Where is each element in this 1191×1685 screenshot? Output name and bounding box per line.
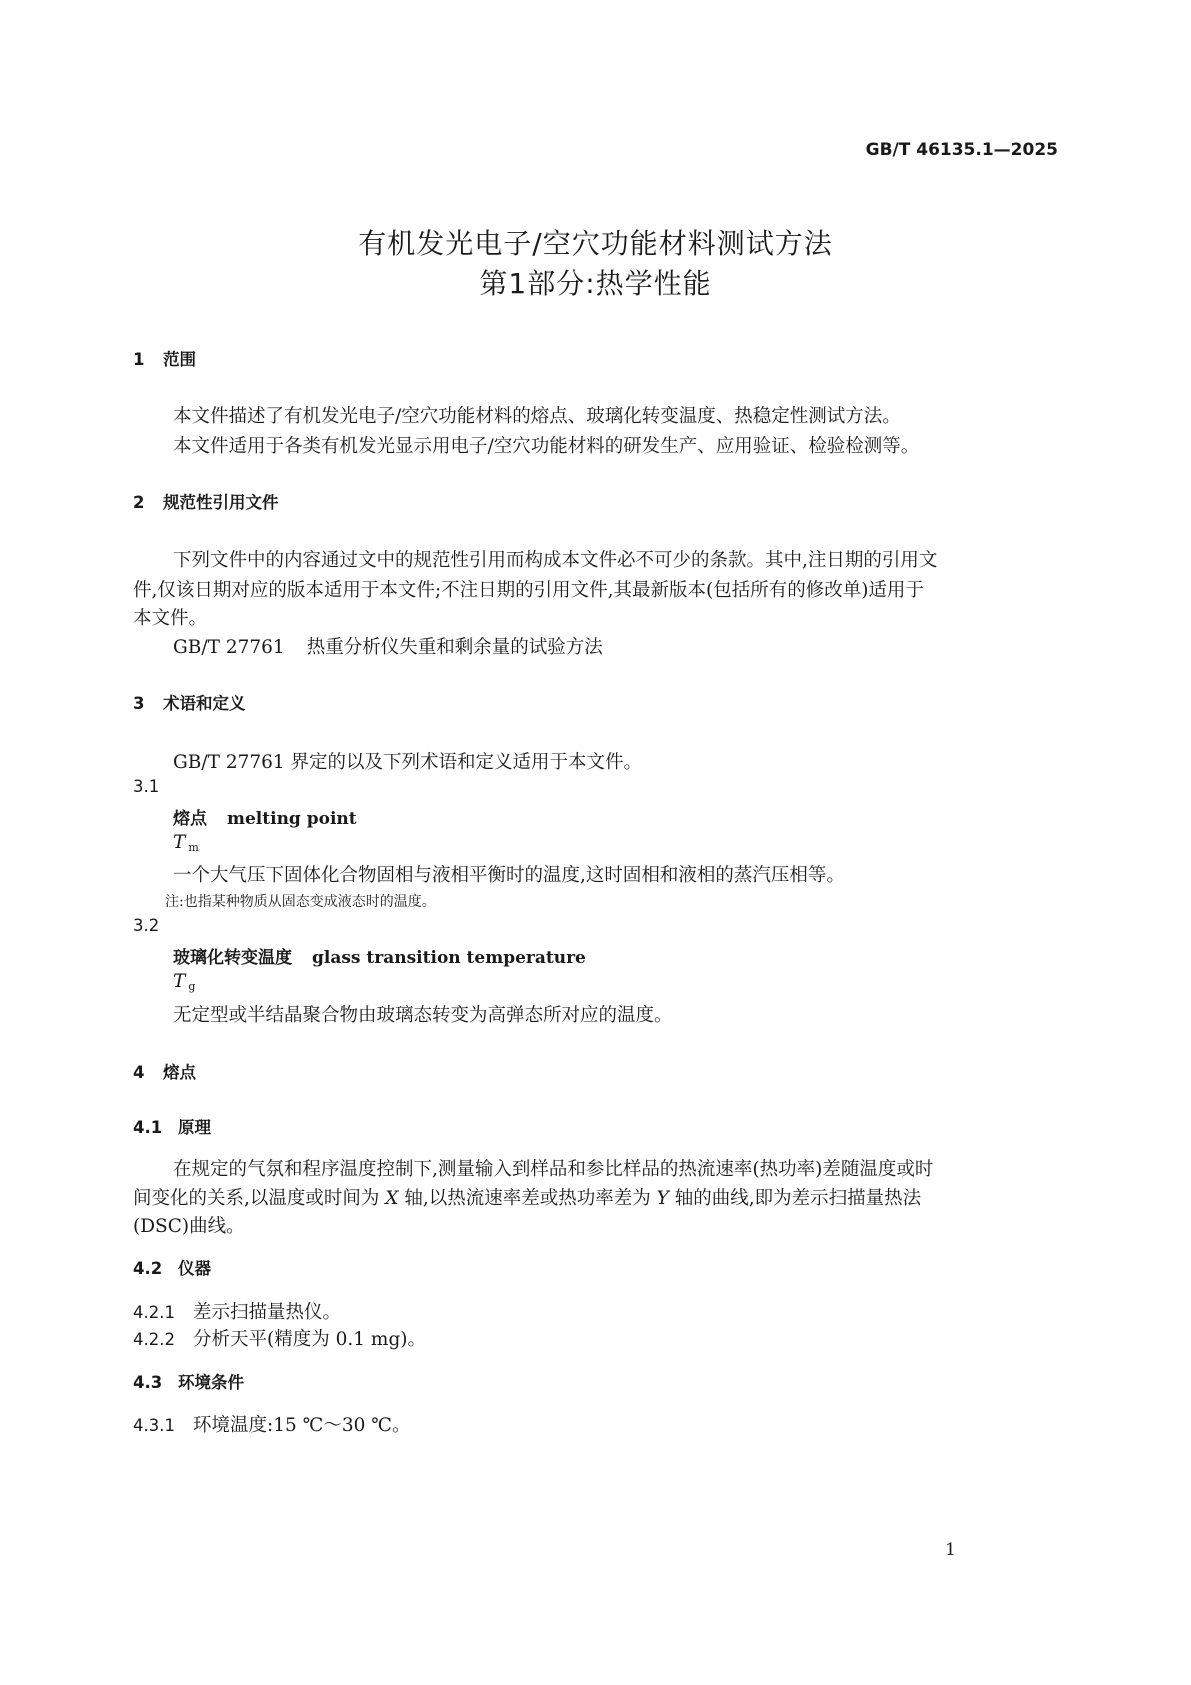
subsection-title: 原理 (178, 1118, 211, 1137)
subsection-4-2-heading (133, 1255, 211, 1279)
reference-title: 热重分析仪失重和剩余量的试验方法 (306, 637, 603, 658)
symbol-subscript: m (188, 841, 199, 854)
item-text: 分析天平(精度为 0.1 mg)。 (193, 1329, 427, 1350)
section-2-paragraph-line-2: 件,仅该日期对应的版本适用于本文件;不注日期的引用文件,其最新版本(包括所有的修改单)适用于 (133, 580, 924, 601)
section-3-intro: GB/T 27761 界定的以及下列术语和定义适用于本文件。 (173, 752, 643, 773)
term-3-2-definition: 无定型或半结晶聚合物由玻璃态转变为高弹态所对应的温度。 (173, 1005, 673, 1026)
term-3-1-name (173, 804, 357, 829)
normative-reference (173, 633, 603, 659)
standard-number: GB/T 46135.1—2025 (865, 140, 1058, 160)
principle-text: 轴的曲线,即为差示扫描量热法 (674, 1188, 922, 1209)
x-axis-symbol: X (385, 1188, 399, 1209)
symbol: T (173, 832, 186, 853)
subsection-4-3-heading (133, 1369, 244, 1393)
symbol: T (173, 971, 186, 992)
term-3-1-definition: 一个大气压下固体化合物固相与液相平衡时的温度,这时固相和液相的蒸汽压相等。 (173, 865, 845, 886)
term-chinese: 熔点 (173, 809, 207, 829)
section-number: 1 (133, 350, 145, 369)
document-title-line2: 第1部分:热学性能 (479, 267, 712, 300)
subsection-title: 仪器 (178, 1259, 211, 1278)
item-number: 4.2.2 (133, 1330, 175, 1349)
subsection-number: 4.3 (133, 1373, 163, 1392)
y-axis-symbol: Y (656, 1188, 669, 1209)
section-1-paragraph-2: 本文件适用于各类有机发光显示用电子/空穴功能材料的研发生产、应用验证、检验检测等。 (173, 436, 920, 457)
section-number: 2 (133, 493, 145, 512)
term-3-2-number: 3.2 (133, 916, 160, 935)
section-2-paragraph-line-3: 本文件。 (133, 608, 208, 629)
subsection-4-1-heading (133, 1114, 211, 1138)
section-2-paragraph-line-1: 下列文件中的内容通过文中的规范性引用而构成本文件必不可少的条款。其中,注日期的引用文 (173, 550, 938, 571)
principle-line-2 (133, 1184, 921, 1210)
instrument-item-2 (133, 1325, 426, 1351)
symbol-subscript: g (188, 980, 196, 993)
term-3-1-note: 注:也指某种物质从固态变成液态时的温度。 (165, 894, 436, 910)
term-chinese: 玻璃化转变温度 (173, 948, 292, 968)
environment-item-1 (133, 1411, 410, 1437)
page-number: 1 (945, 1540, 956, 1560)
subsection-title: 环境条件 (178, 1373, 244, 1392)
term-3-1-number: 3.1 (133, 777, 160, 796)
subsection-number: 4.1 (133, 1118, 163, 1137)
item-number: 4.2.1 (133, 1303, 175, 1322)
principle-line-1: 在规定的气氛和程序温度控制下,测量输入到样品和参比样品的热流速率(热功率)差随温度或时 (173, 1159, 934, 1180)
principle-text: 轴,以热流速率差或热功率差为 (404, 1188, 651, 1209)
term-3-2-symbol (173, 971, 195, 993)
term-english: glass transition temperature (312, 948, 586, 968)
instrument-item-1 (133, 1298, 341, 1324)
section-1-paragraph-1: 本文件描述了有机发光电子/空穴功能材料的熔点、玻璃化转变温度、热稳定性测试方法。 (173, 406, 901, 427)
principle-line-3: (DSC)曲线。 (133, 1216, 245, 1237)
term-english: melting point (227, 809, 357, 829)
section-4-heading (133, 1059, 196, 1083)
section-3-heading (133, 690, 246, 714)
principle-text: 间变化的关系,以温度或时间为 (133, 1188, 380, 1209)
section-number: 4 (133, 1063, 145, 1082)
section-title: 规范性引用文件 (163, 493, 279, 512)
term-3-1-symbol (173, 832, 199, 854)
item-text: 环境温度:15 ℃～30 ℃。 (193, 1415, 411, 1436)
reference-code: GB/T 27761 (173, 637, 285, 658)
item-number: 4.3.1 (133, 1416, 175, 1435)
section-title: 术语和定义 (163, 694, 246, 713)
subsection-number: 4.2 (133, 1259, 163, 1278)
section-1-heading (133, 346, 196, 370)
item-text: 差示扫描量热仪。 (193, 1302, 342, 1323)
section-number: 3 (133, 694, 145, 713)
section-title: 范围 (163, 350, 196, 369)
section-2-heading (133, 489, 279, 513)
section-title: 熔点 (163, 1063, 196, 1082)
document-title-line1: 有机发光电子/空穴功能材料测试方法 (358, 227, 833, 260)
term-3-2-name (173, 943, 586, 968)
